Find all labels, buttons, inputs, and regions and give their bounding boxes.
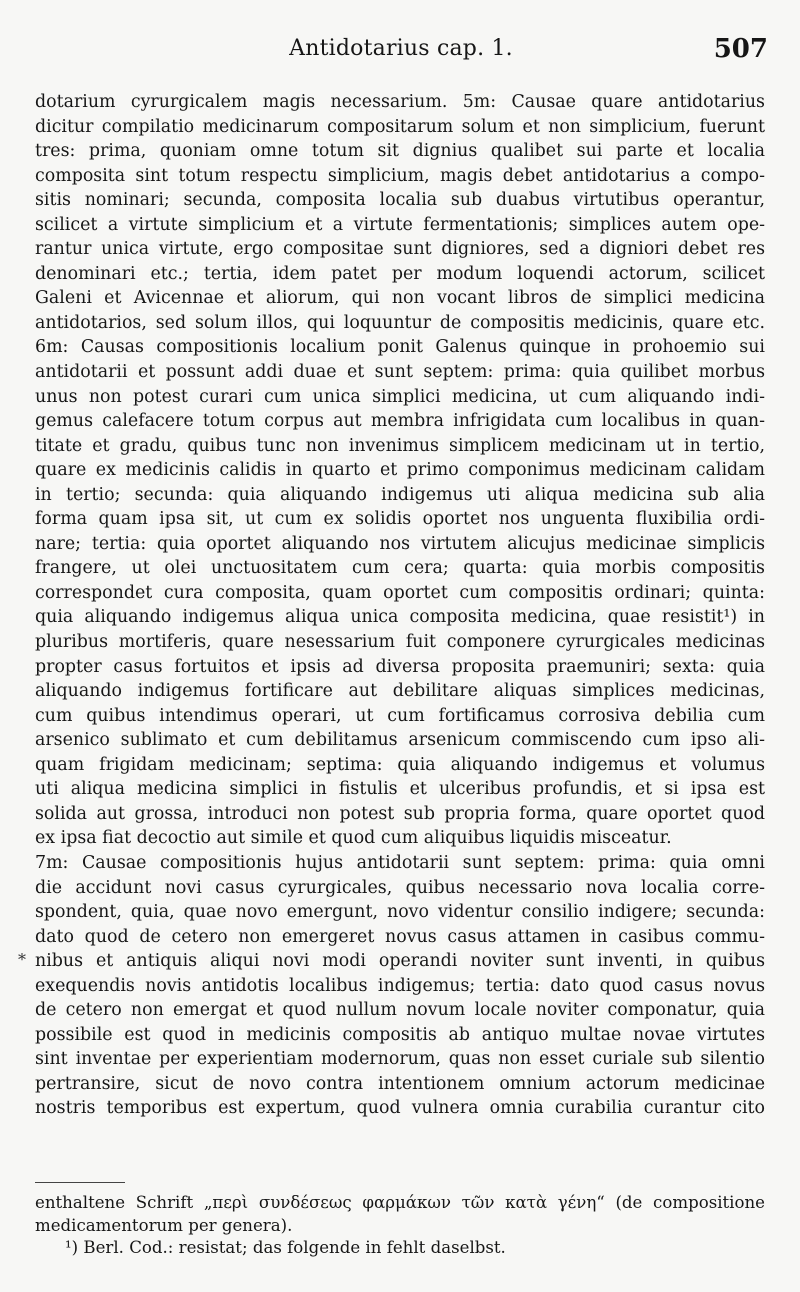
text-line: tres: prima, quoniam omne totum sit dignius qualibet sui parte et localia xyxy=(35,141,765,162)
text-line: pluribus mortiferis, quare nesessarium fuit componere cyrurgicales medicinas xyxy=(35,632,765,653)
text-line: antidotarios, sed solum illos, qui loquuntur de compositis medicinis, quare etc. xyxy=(35,312,765,333)
footnote-divider xyxy=(35,1182,125,1183)
text-line: dicitur compilatio medicinarum compositarum solum et non simplicium, fuerunt xyxy=(35,116,765,137)
text-line: denominari etc.; tertia, idem patet per modum loquendi actorum, scilicet xyxy=(35,263,765,284)
text-line: rantur unica virtute, ergo compositae sunt digniores, sed a digniori debet res xyxy=(35,239,765,260)
text-line: quare ex medicinis calidis in quarto et primo componimus medicinam calidam xyxy=(35,460,765,481)
footnote-continuation: medicamentorum per genera). xyxy=(35,1215,293,1235)
text-line: dato quod de cetero non emergeret novus casus attamen in casibus commu- xyxy=(35,926,765,947)
text-line: quia aliquando indigemus aliqua unica composita medicina, quae resistit¹) in xyxy=(35,607,765,628)
text-line: in tertio; secunda: quia aliquando indigemus uti aliqua medicina sub alia xyxy=(35,484,765,505)
footnotes xyxy=(35,1192,765,1260)
text-line: aliquando indigemus fortificare aut debilitare aliquas simplices medicinas, xyxy=(35,681,765,702)
text-line: de cetero non emergat et quod nullum novum locale noviter componatur, quia xyxy=(35,1000,765,1021)
text-line: antidotarii et possunt addi duae et sunt septem: prima: quia quilibet morbus xyxy=(35,362,765,383)
footnote-1: ¹) Berl. Cod.: resistat; das folgende in fehlt daselbst. xyxy=(65,1238,506,1257)
text-line: cum quibus intendimus operari, ut cum fortificamus corrosiva debilia cum xyxy=(35,705,765,726)
text-line: solida aut grossa, introduci non potest sub propria forma, quare oportet quod xyxy=(35,803,765,824)
text-line: forma quam ipsa sit, ut cum ex solidis oportet nos unguenta fluxibilia ordi- xyxy=(35,509,765,530)
text-line: sint inventae per experientiam modernorum, quas non esset curiale sub silentio xyxy=(35,1049,765,1070)
running-head: Antidotarius cap. 1. xyxy=(289,36,513,61)
text-line: 7m: Causae compositionis hujus antidotarii sunt septem: prima: quia omni xyxy=(35,852,765,873)
text-line: uti aliqua medicina simplici in fistulis et ulceribus profundis, et si ipsa est xyxy=(35,779,765,800)
text-line: possibile est quod in medicinis compositis ab antiquo multae novae virtutes xyxy=(35,1024,765,1045)
body-text xyxy=(35,90,765,1121)
text-line: spondent, quia, quae novo emergunt, novo videntur consilio indigere; secunda: xyxy=(35,902,765,923)
text-line: die accidunt novi casus cyrurgicales, quibus necessario nova localia corre- xyxy=(35,877,765,898)
text-line: gemus calefacere totum corpus aut membra infrigidata cum localibus in quan- xyxy=(35,411,765,432)
text-line: scilicet a virtute simplicium et a virtute fermentationis; simplices autem ope- xyxy=(35,214,765,235)
text-line: pertransire, sicut de novo contra intentionem omnium actorum medicinae xyxy=(35,1073,765,1094)
text-line: correspondet cura composita, quam oportet cum compositis ordinari; quinta: xyxy=(35,582,765,603)
text-line: ex ipsa fiat decoctio aut simile et quod cum aliquibus liquidis misceatur. xyxy=(35,828,672,849)
page-header xyxy=(30,34,772,66)
text-line: nostris temporibus est expertum, quod vulnera omnia curabilia curantur cito xyxy=(35,1098,765,1119)
text-line: exequendis novis antidotis localibus indigemus; tertia: dato quod casus novus xyxy=(35,975,765,996)
text-line: dotarium cyrurgicalem magis necessarium. 5m: Causae quare antidotarius xyxy=(35,92,765,112)
text-line: titate et gradu, quibus tunc non invenimus simplicem medicinam ut in tertio, xyxy=(35,435,765,456)
margin-asterisk: * xyxy=(18,950,26,969)
footnote-continuation: enthaltene Schrift „περὶ συνδέσεως φαρμάκων τῶν κατὰ γένη“ (de compositione xyxy=(35,1193,765,1212)
text-line: Galeni et Avicennae et aliorum, qui non vocant libros de simplici medicina xyxy=(35,288,765,309)
text-line: propter casus fortuitos et ipsis ad diversa proposita praemuniri; sexta: quia xyxy=(35,656,765,677)
text-line: 6m: Causas compositionis localium ponit Galenus quinque in prohoemio sui xyxy=(35,337,765,358)
text-line: arsenico sublimato et cum debilitamus arsenicum commiscendo cum ipso ali- xyxy=(35,730,765,751)
text-line: nare; tertia: quia oportet aliquando nos virtutem alicujus medicinae simplicis xyxy=(35,533,765,554)
text-line: composita sint totum respectu simplicium, magis debet antidotarius a compo- xyxy=(35,165,765,186)
text-line: unus non potest curari cum unica simplici medicina, ut cum aliquando indi- xyxy=(35,386,765,407)
page-number: 507 xyxy=(713,34,768,64)
text-line: frangere, ut olei unctuositatem cum cera; quarta: quia morbis compositis xyxy=(35,558,765,579)
text-line: sitis nominari; secunda, composita localia sub duabus virtutibus operantur, xyxy=(35,190,765,211)
text-line: quam frigidam medicinam; septima: quia aliquando indigemus et volumus xyxy=(35,754,765,775)
text-line: nibus et antiquis aliqui novi modi operandi noviter sunt inventi, in quibus xyxy=(35,951,765,972)
